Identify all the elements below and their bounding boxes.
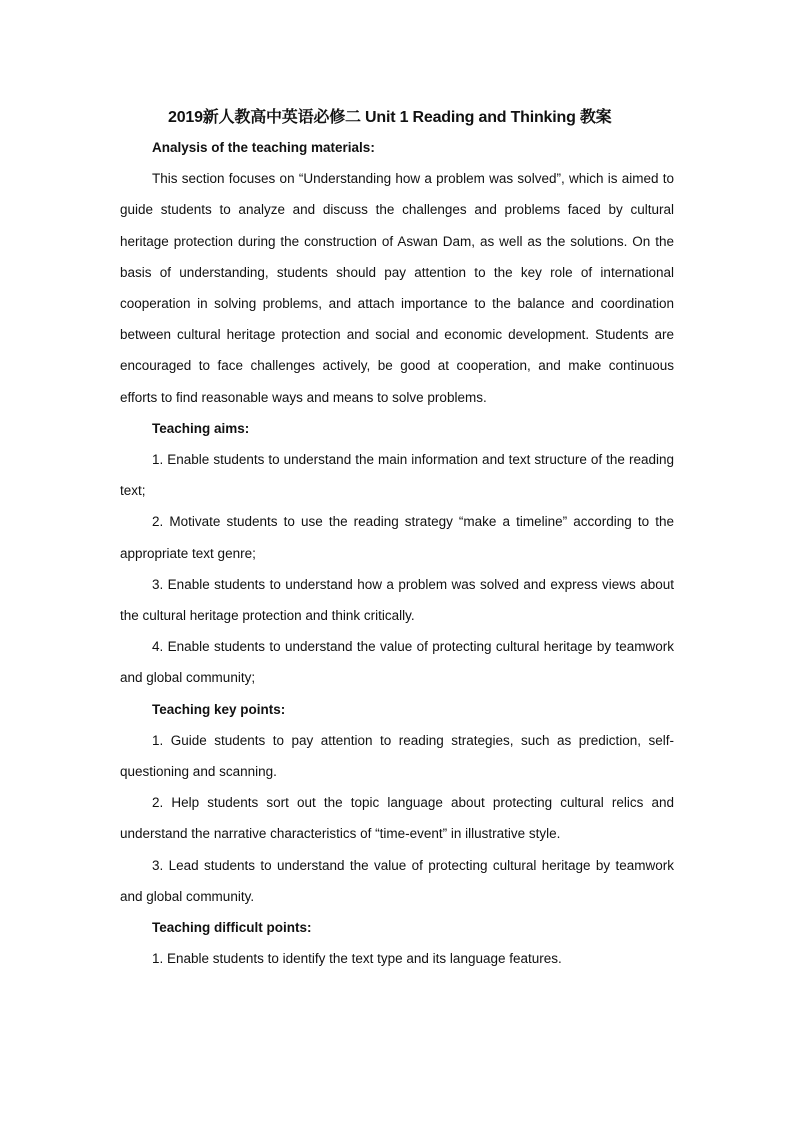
heading-key-points: Teaching key points: [152, 701, 286, 717]
document-body [120, 104, 674, 974]
paragraph-analysis: This section focuses on “Understanding how a problem was solved”, which is aimed to guide students to analyze and discuss the challenges and problems faced by cultural heritage protection during the construction of Aswan Dam, as well as the solutions. On the basis of understanding, students should pay attention to the key role of international cooperation in solving problems, and attach importance to the balance and coordination between cultural heritage protection and social and economic development. Students are encouraged to face challenges actively, be good at cooperation, and make continuous efforts to find reasonable ways and means to solve problems. [120, 171, 674, 405]
teaching-aim-item: 2. Motivate students to use the reading strategy “make a timeline” according to the appropriate text genre; [120, 514, 674, 561]
heading-teaching-aims: Teaching aims: [152, 420, 250, 436]
teaching-aim-item: 3. Enable students to understand how a problem was solved and express views about the cultural heritage protection and think critically. [120, 576, 674, 624]
document-title: 2019新人教高中英语必修二 Unit 1 Reading and Thinking 教案 [168, 109, 612, 126]
key-point-item: 1. Guide students to pay attention to reading strategies, such as prediction, self-questioning and scanning. [120, 732, 674, 780]
key-point-item: 2. Help students sort out the topic language about protecting cultural relics and understand the narrative characteristics of “time-event” in illustrative style. [120, 795, 674, 842]
teaching-aim-item: 4. Enable students to understand the value of protecting cultural heritage by teamwork and global community; [120, 639, 674, 686]
teaching-aim-item: 1. Enable students to understand the main information and text structure of the reading text; [120, 452, 674, 499]
key-point-item: 3. Lead students to understand the value of protecting cultural heritage by teamwork and global community. [120, 857, 674, 904]
heading-analysis: Analysis of the teaching materials: [152, 140, 375, 155]
difficult-point-item: 1. Enable students to identify the text type and its language features. [152, 951, 562, 967]
heading-difficult-points: Teaching difficult points: [152, 920, 312, 936]
